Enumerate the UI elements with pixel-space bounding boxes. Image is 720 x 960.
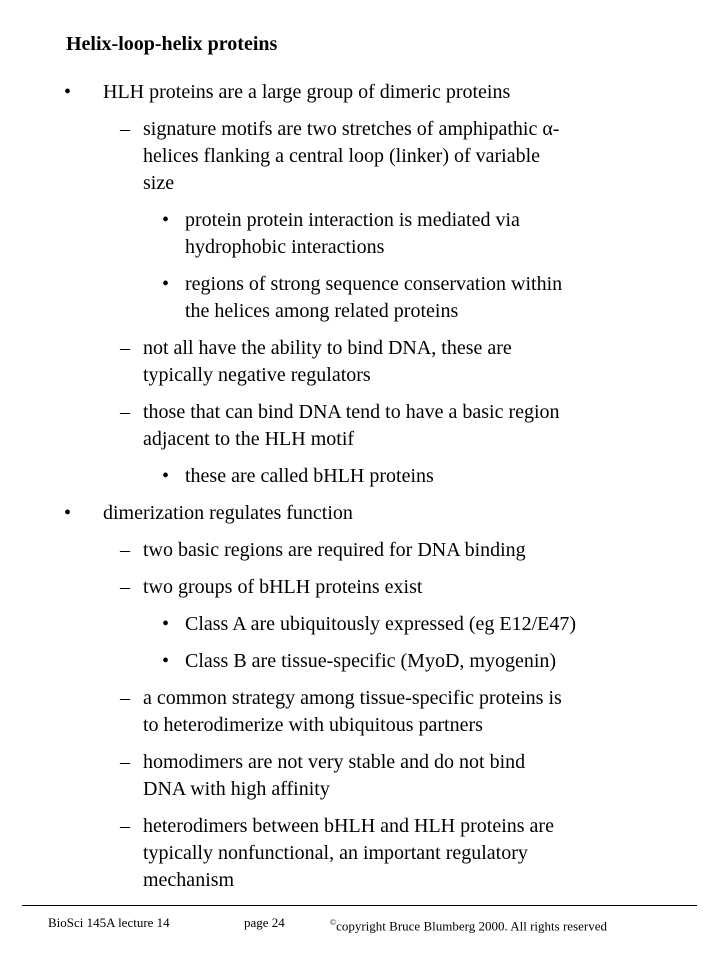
outline-item-line: typically negative regulators bbox=[143, 364, 371, 386]
bullet-marker: • bbox=[162, 209, 170, 231]
dash-marker: – bbox=[120, 751, 130, 773]
outline-item-line: regions of strong sequence conservation within bbox=[185, 273, 563, 295]
outline-item-line: the helices among related proteins bbox=[185, 300, 459, 322]
bullet-marker: • bbox=[162, 650, 170, 672]
footer-page-number: page 24 bbox=[244, 915, 285, 930]
outline-item-line: those that can bind DNA tend to have a basic region bbox=[143, 401, 560, 423]
outline-item-line: typically nonfunctional, an important regulatory bbox=[143, 842, 528, 864]
outline-item-line: these are called bHLH proteins bbox=[185, 465, 434, 487]
outline-item-line: not all have the ability to bind DNA, these are bbox=[143, 337, 512, 359]
outline-item-line: homodimers are not very stable and do not bind bbox=[143, 751, 526, 773]
outline-item-line: protein protein interaction is mediated via bbox=[185, 209, 520, 231]
bullet-marker: • bbox=[162, 465, 170, 487]
outline-item-line: a common strategy among tissue-specific proteins is bbox=[143, 687, 562, 709]
outline-item-line: Class B are tissue-specific (MyoD, myogenin) bbox=[185, 650, 557, 672]
outline-item-line: signature motifs are two stretches of amphipathic α- bbox=[143, 118, 560, 140]
outline-item-line: dimerization regulates function bbox=[103, 502, 353, 524]
footer-course: BioSci 145A lecture 14 bbox=[48, 915, 170, 930]
outline-item-line: size bbox=[143, 172, 175, 194]
bullet-marker: • bbox=[64, 81, 72, 103]
copyright-text: copyright Bruce Blumberg 2000. All rights reserved bbox=[336, 918, 607, 934]
page-title: Helix-loop-helix proteins bbox=[66, 33, 278, 55]
dash-marker: – bbox=[120, 401, 130, 423]
outline-item-line: to heterodimerize with ubiquitous partners bbox=[143, 714, 483, 736]
outline-item-line: hydrophobic interactions bbox=[185, 236, 385, 258]
dash-marker: – bbox=[120, 337, 130, 359]
outline-item-line: helices flanking a central loop (linker) of variable bbox=[143, 145, 541, 167]
bullet-marker: • bbox=[162, 273, 170, 295]
footer-divider bbox=[22, 905, 697, 906]
outline-item-line: two groups of bHLH proteins exist bbox=[143, 576, 423, 598]
outline-item-line: two basic regions are required for DNA binding bbox=[143, 539, 526, 561]
dash-marker: – bbox=[120, 539, 130, 561]
dash-marker: – bbox=[120, 815, 130, 837]
bullet-marker: • bbox=[162, 613, 170, 635]
dash-marker: – bbox=[120, 576, 130, 598]
copyright-symbol: © bbox=[330, 918, 337, 927]
outline-item-line: heterodimers between bHLH and HLH proteins are bbox=[143, 815, 554, 837]
bullet-marker: • bbox=[64, 502, 72, 524]
footer-copyright bbox=[330, 915, 607, 934]
dash-marker: – bbox=[120, 118, 130, 140]
outline-item-line: mechanism bbox=[143, 869, 235, 891]
outline-item-line: Class A are ubiquitously expressed (eg E12/E47) bbox=[185, 613, 577, 635]
outline-item-line: adjacent to the HLH motif bbox=[143, 428, 355, 450]
outline-item-line: HLH proteins are a large group of dimeric proteins bbox=[103, 81, 511, 103]
dash-marker: – bbox=[120, 687, 130, 709]
outline-item-line: DNA with high affinity bbox=[143, 778, 330, 800]
